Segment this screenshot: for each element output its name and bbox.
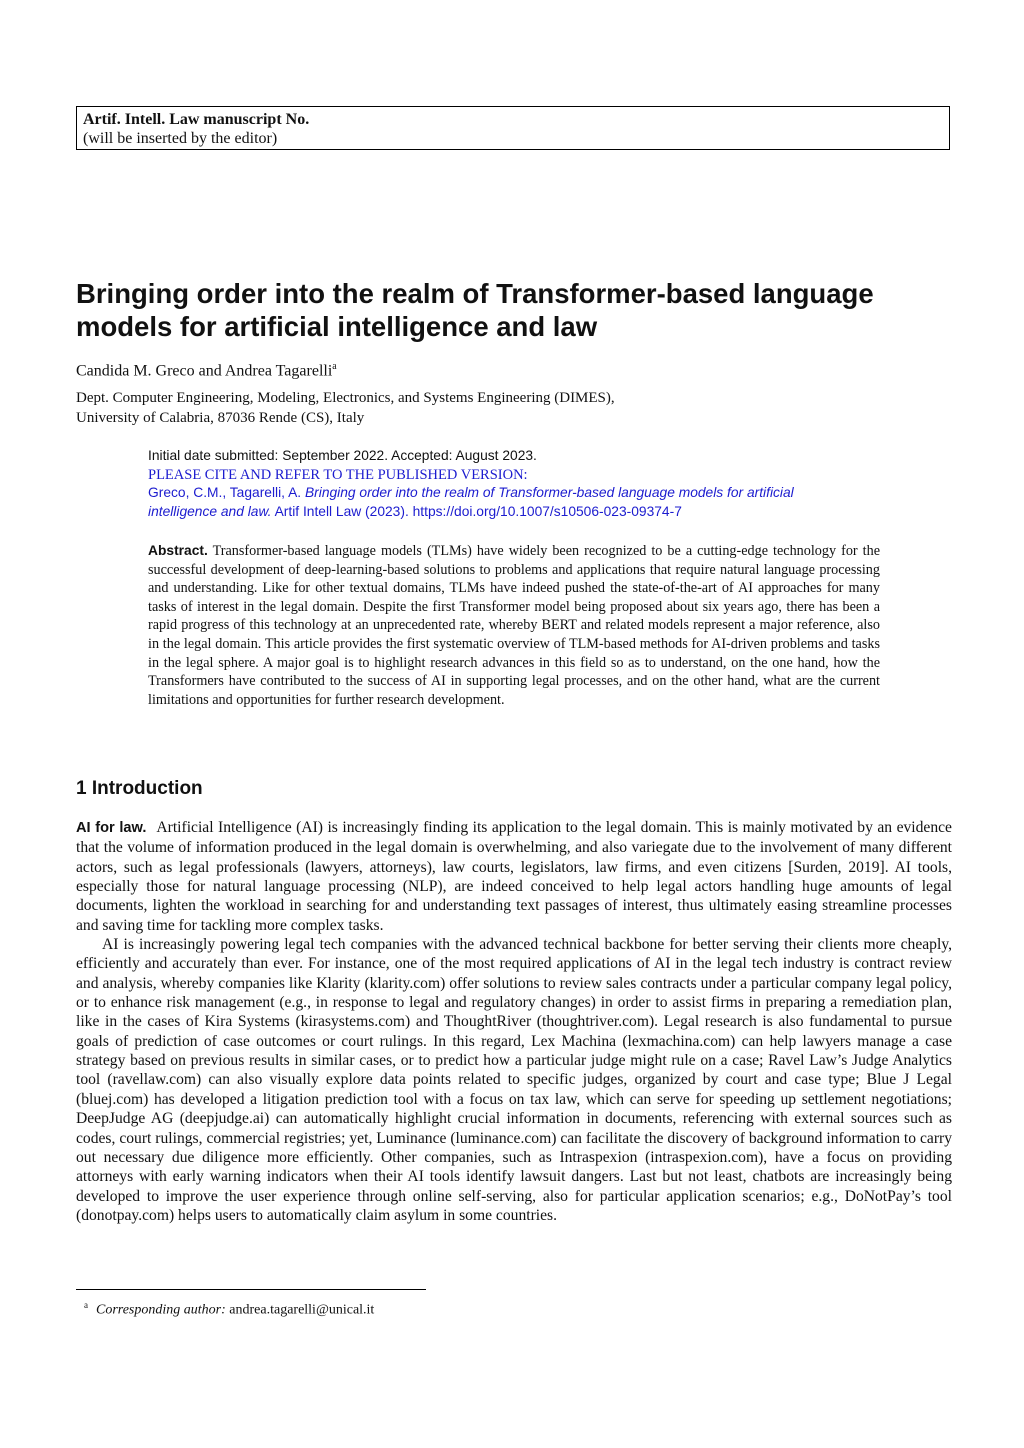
author-marker: a [332,361,337,372]
paragraph [76,818,952,935]
editor-note: (will be inserted by the editor) [83,130,278,147]
paragraph-text: Artificial Intelligence (AI) is increasingly finding its application to the legal domain. This is mainly motivated by an evidence that the volume of information produced in the legal domain is overwhelming, and also variegate due to the involvement of many different actors, such as legal professionals (lawyers, attorneys), law courts, legislators, law firms, and even citizens [Surden, 2019]. AI tools, especially those for natural language processing (NLP), are indeed conceived to help legal actors handling huge amounts of legal documents, lighten the workload in searching for and understanding text passages of interest, thus ultimately easing streamline processes and saving time for tackling more complex tasks. [76,819,952,934]
citation-line-1 [148,484,888,503]
citation-block [148,447,888,521]
doi-link[interactable]: https://doi.org/10.1007/s10506-023-09374-7 [412,503,682,519]
paragraph-heading: AI for law. [76,820,147,836]
citation-title-1[interactable]: Bringing order into the realm of Transformer-based language models for artificial [304,485,794,501]
footnote [84,1296,374,1320]
paragraph-text: AI is increasingly powering legal tech companies with the advanced technical backbone for better serving their clients more cheaply, efficiently and accurately than ever. For instance, one of the most required applications of AI in the legal tech industry is contract review and analysis, whereby companies like Klarity (klarity.com) offer solutions to review sales contracts under a particular company legal policy, or to enhance risk management (e.g., in response to legal and regulatory changes) in order to assist firms in preparing a remediation plan, like in the cases of Kira Systems (kirasystems.com) and ThoughtRiver (thoughtriver.com). Legal research is also fundamental to pursue goals of prediction of case outcomes or court rulings. In this regard, Lex Machina (lexmachina.com) can help lawyers manage a case strategy based on previous results in similar cases, or to predict how a particular judge might rule on a case; Ravel Law’s Judge Analytics tool (ravellaw.com) can also visually explore data points related to specific judges, organized by court and case type; Blue J Legal (bluej.com) has developed a litigation prediction tool with a focus on tax law, which can serve for speeding up settlement negotiations; DeepJudge AG (deepjudge.ai) can automatically highlight crucial information in documents, referencing with external sources such as codes, court rulings, commercial registries; yet, Luminance (luminance.com) can facilitate the discovery of background information to carry out necessary due diligence more efficiently. Other companies, such as Intraspexion (intraspexion.com), have a focus on providing attorneys with early warning indicators when their AI tools identify lawsuit dangers. Last but not least, chatbots are increasingly being developed to improve the user experience through online self-serving, also for particular application scenarios; e.g., DoNotPay’s tool (donotpay.com) helps users to automatically claim asylum in some countries. [76,936,952,1224]
body-text [76,818,952,1225]
authors [76,357,337,381]
affiliation-line-2: University of Calabria, 87036 Rende (CS), Italy [76,409,365,426]
paper-title [76,277,956,343]
footnote-divider [76,1289,426,1290]
title-line-1: Bringing order into the realm of Transformer-based language [76,278,874,309]
submission-dates: Initial date submitted: September 2022. Accepted: August 2023. [148,448,537,463]
abstract-text: Transformer-based language models (TLMs) have widely been recognized to be a cutting-edge technology for the successful development of deep-learning-based solutions to problems and applications that require natural language processing and understanding. Like for other textual domains, TLMs have indeed pushed the state-of-the-art of AI approaches for many tasks of interest in the legal domain. Despite the first Transformer model being proposed about six years ago, there has been a rapid progress of this technology at an unprecedented rate, whereby BERT and related models represent a major reference, also in the legal domain. This article provides the first systematic overview of TLM-based methods for AI-driven problems and tasks in the legal sphere. A major goal is to highlight research advances in this field so as to understand, on the one hand, how the Transformers have contributed to the success of AI in supporting legal processes, and on the other hand, what are the current limitations and opportunities for further research development. [148,543,880,708]
please-cite-notice: PLEASE CITE AND REFER TO THE PUBLISHED VERSION: [148,466,528,483]
affiliation [76,389,956,428]
manuscript-header-box [76,106,950,150]
footnote-label: Corresponding author: [96,1302,226,1318]
section-heading: 1 Introduction [76,778,203,799]
footnote-email[interactable]: andrea.tagarelli@unical.it [229,1302,375,1318]
footnote-marker: a [84,1300,88,1310]
citation-line-2 [148,503,888,522]
abstract-label: Abstract. [148,543,208,558]
title-line-2: models for artificial intelligence and law [76,311,598,342]
affiliation-line-1: Dept. Computer Engineering, Modeling, Electronics, and Systems Engineering (DIMES), [76,390,615,406]
citation-title-2[interactable]: intelligence and law. [148,503,272,519]
paragraph [76,935,952,1225]
author-names: Candida M. Greco and Andrea Tagarelli [76,362,333,380]
abstract [148,542,880,709]
journal-line: Artif. Intell. Law manuscript No. [83,111,310,128]
citation-authors: Greco, C.M., Tagarelli, A. [148,485,302,501]
citation-journal: Artif Intell Law (2023). [274,503,409,519]
